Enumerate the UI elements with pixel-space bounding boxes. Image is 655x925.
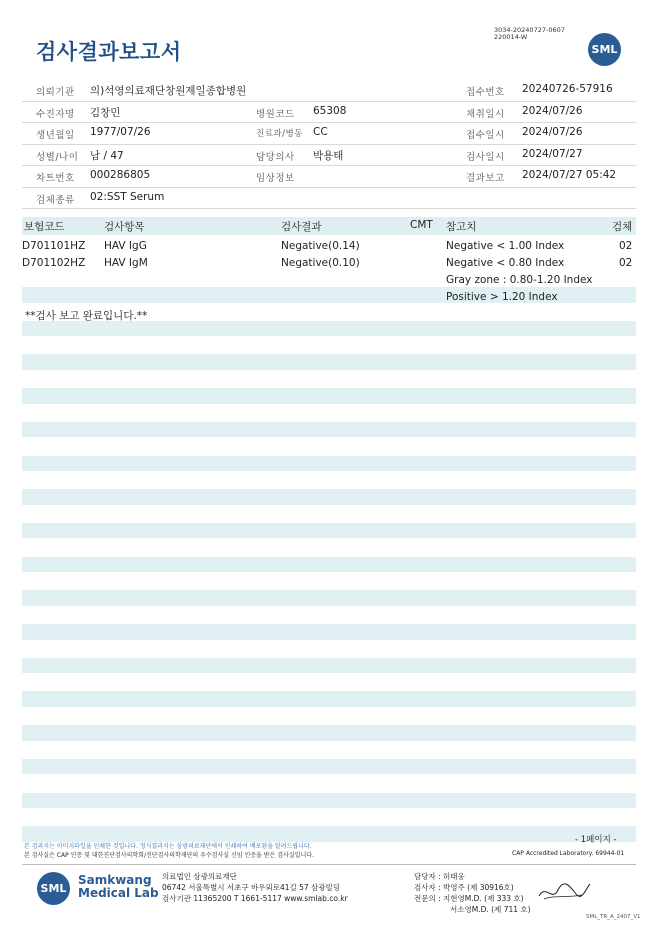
document-code-line-1: 3034-20240727-0607	[494, 26, 565, 34]
accreditation-notice: 본 검사실은 CAP 인증 및 대한진단검사의학회/진단검사의학재단의 우수검사실 신임 인증을 받은 검사실입니다.	[24, 852, 314, 859]
completion-note: **검사 보고 완료입니다.**	[25, 310, 148, 322]
row-reference: Negative < 1.00 Index	[446, 240, 565, 252]
sexage-value: 남 / 47	[90, 149, 124, 162]
table-row	[0, 238, 655, 254]
background-band	[22, 354, 636, 370]
reported-value: 2024/07/27 05:42	[522, 169, 617, 181]
info-row-birth	[22, 123, 636, 145]
clinical-label: 임상정보	[256, 173, 295, 184]
patient-value: 김창민	[90, 106, 121, 119]
footer-staff-block	[414, 871, 531, 915]
background-band	[22, 388, 636, 404]
specimen-label: 검체종류	[36, 194, 75, 206]
footer-staff-1: 담당자 : 허태웅	[414, 872, 465, 881]
info-row-hospital	[22, 80, 636, 102]
received-value: 2024/07/26	[522, 126, 583, 138]
hospital-label: 의뢰기관	[36, 87, 75, 98]
row-specimen: 02	[619, 257, 633, 269]
footer-divider	[22, 864, 636, 865]
row-reference: Negative < 0.80 Index	[446, 257, 565, 269]
background-band	[22, 826, 636, 842]
row-code: D701102HZ	[22, 257, 86, 269]
collected-label: 채취일시	[466, 108, 505, 120]
header-reference: 참고치	[446, 221, 477, 233]
page-number: - 1페이지 -	[575, 835, 617, 845]
table-row	[0, 289, 655, 305]
background-band	[22, 456, 636, 472]
footer-staff-3: 전문의 : 지현영M.D. (제 333 호)	[414, 894, 524, 903]
birth-label: 생년월일	[36, 130, 75, 141]
header-cmt: CMT	[410, 219, 433, 231]
background-band	[22, 759, 636, 775]
info-row-sexage	[22, 145, 636, 167]
received-label: 접수일시	[466, 130, 505, 141]
receipt-no-value: 20240726-57916	[522, 83, 613, 95]
dept-label: 진료과/병동	[256, 129, 303, 139]
background-band	[22, 422, 636, 438]
results-header	[22, 217, 636, 235]
document-code	[494, 27, 565, 41]
row-code: D701101HZ	[22, 240, 86, 252]
specimen-value: 02:SST Serum	[90, 190, 165, 203]
print-notice: 본 검과지는 이미지파일을 인쇄한 것입니다. 정식결과지는 삼광의료재단에서 인쇄하여 배포됨을 알려드립니다.	[24, 843, 312, 850]
patient-label: 수진자명	[36, 108, 75, 120]
report-title: 검사결과보고서	[36, 40, 182, 64]
hospital-code-value: 65308	[313, 104, 347, 117]
footer-org: 의료법인 삼광의료재단	[162, 872, 237, 881]
table-row	[0, 255, 655, 271]
row-result: Negative(0.10)	[281, 257, 360, 269]
info-row-chart	[22, 166, 636, 188]
reported-label: 결과보고	[466, 173, 505, 184]
row-result: Negative(0.14)	[281, 240, 360, 252]
doctor-label: 담당의사	[256, 151, 295, 163]
completion-note-row	[0, 306, 655, 322]
dept-value: CC	[313, 126, 328, 138]
sml-logo: SML	[588, 33, 621, 66]
chart-value: 000286805	[90, 169, 151, 181]
background-band	[22, 557, 636, 573]
form-code: SML_TR_A_2407_V1	[586, 914, 641, 920]
background-band	[22, 321, 636, 337]
signature-image	[536, 880, 592, 904]
footer-contact: 검사기관 11365200 T 1661-5117 www.smlab.co.kr	[162, 894, 348, 903]
tested-value: 2024/07/27	[522, 147, 583, 160]
row-specimen: 02	[619, 240, 633, 252]
footer-lab-name-1: Samkwang	[78, 873, 152, 887]
info-row-specimen	[22, 188, 636, 210]
doctor-value: 박용태	[313, 149, 344, 162]
footer-sml-logo: SML	[37, 872, 70, 905]
row-item: HAV IgM	[104, 257, 148, 269]
header-specimen: 검체	[612, 221, 633, 233]
info-row-patient	[22, 102, 636, 124]
document-code-line-2: 220014-W	[494, 33, 528, 41]
background-band	[22, 624, 636, 640]
header-result: 검사결과	[281, 221, 322, 233]
header-code: 보험코드	[24, 221, 65, 233]
background-band	[22, 523, 636, 539]
background-band	[22, 691, 636, 707]
footer-staff-2: 검사자 : 박영주 (제 30916호)	[414, 883, 514, 892]
background-band	[22, 725, 636, 741]
sexage-label: 성별/나이	[36, 151, 79, 163]
row-item: HAV IgG	[104, 240, 147, 252]
hospital-value: 의)석영의료재단창원제일종합병원	[90, 85, 247, 97]
background-band	[22, 658, 636, 674]
table-row	[0, 272, 655, 288]
hospital-code-label: 병원코드	[256, 108, 295, 120]
tested-label: 검사일시	[466, 151, 505, 163]
birth-value: 1977/07/26	[90, 126, 151, 138]
collected-value: 2024/07/26	[522, 104, 583, 117]
header-item: 검사항목	[104, 221, 145, 233]
row-reference: Gray zone : 0.80-1.20 Index	[446, 274, 593, 286]
cap-accreditation: CAP Accredited Laboratory. 69944-01	[512, 850, 625, 857]
footer-lab-name	[78, 874, 159, 900]
patient-info-table	[22, 80, 636, 209]
background-band	[22, 793, 636, 809]
background-band	[22, 489, 636, 505]
footer-lab-name-2: Medical Lab	[78, 886, 159, 900]
receipt-no-label: 접수번호	[466, 87, 505, 98]
footer-staff-4: 서소영M.D. (제 711 호)	[450, 905, 531, 914]
footer-address: 06742 서울특별시 서초구 바우뫼로41길 57 삼광빌딩	[162, 883, 341, 892]
row-reference: Positive > 1.20 Index	[446, 291, 558, 303]
chart-label: 차트번호	[36, 173, 75, 184]
footer-address-block	[162, 871, 348, 904]
background-band	[22, 590, 636, 606]
